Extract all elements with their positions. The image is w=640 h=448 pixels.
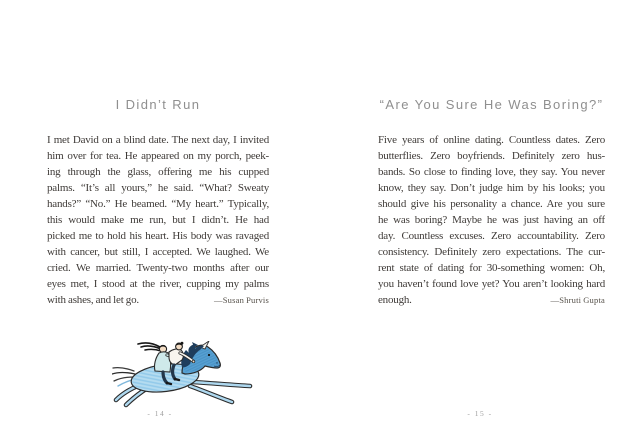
right-story-last-words: enough. [378, 294, 412, 306]
story-line: eyes met, I stood at the river, cupping my palms [47, 278, 269, 290]
story-line: palms. “It’s all yours,” he said. “What? Sweaty [47, 182, 269, 194]
left-story-attribution: —Susan Purvis [214, 295, 269, 305]
unicorn-eye [208, 354, 210, 356]
left-story-title: I Didn’t Run [115, 97, 201, 112]
back-rider-hair [138, 343, 161, 351]
unicorn-riders-illustration [112, 341, 262, 409]
story-line: hands?” “No.” He beamed. “My heart.” Typically, [47, 198, 269, 210]
right-page-number: - 15 - [467, 409, 493, 418]
left-story-last-words: with ashes, and let go. [47, 294, 139, 306]
right-page [320, 0, 640, 448]
story-line: cried. We married. Twenty-two months after our [47, 262, 269, 274]
story-line: ing through the glass, offering me his cupped [47, 166, 269, 178]
story-line: consistency. Definitely zero expectations. The cur- [378, 246, 605, 258]
story-line: should give his personality a chance. Are you sure [378, 198, 605, 210]
story-line: this would make me run, but I didn’t. He had [47, 214, 269, 226]
story-line: picked me to hold his heart. His body was ravaged [47, 230, 269, 242]
story-line: him over for tea. He appeared on my porch, peek- [47, 150, 269, 162]
right-story-title: “Are You Sure He Was Boring?” [379, 97, 604, 112]
left-story-final-line [47, 292, 269, 308]
story-line: know, they say. Don’t judge him by his looks; you [378, 182, 605, 194]
left-story-text [47, 132, 269, 308]
right-story-lines [378, 132, 605, 292]
story-line: with cancer, but still, I accepted. We laughed. We [47, 246, 269, 258]
left-page-number: - 14 - [147, 409, 173, 418]
story-line: butterflies. Zero boyfriends. Definitely zero hus- [378, 150, 605, 162]
story-line: I met David on a blind date. The next day, I invited [47, 134, 269, 146]
left-story-lines [47, 132, 269, 292]
story-line: you haven’t found love yet? You aren’t looking hard [378, 278, 605, 290]
story-line: day. Countless excuses. Zero accountability. Zero [378, 230, 605, 242]
right-story-text [378, 132, 605, 308]
story-line: Five years of online dating. Countless dates. Zero [378, 134, 605, 146]
right-story-attribution: —Shruti Gupta [550, 295, 605, 305]
story-line: bands. So close to finding love, they say. You never [378, 166, 605, 178]
story-line: he was boring? Maybe he was just having an off [378, 214, 605, 226]
unicorn-front-legs [190, 382, 250, 402]
right-story-final-line [378, 292, 605, 308]
story-line: rent state of dating for 30-something women: Oh, [378, 262, 605, 274]
